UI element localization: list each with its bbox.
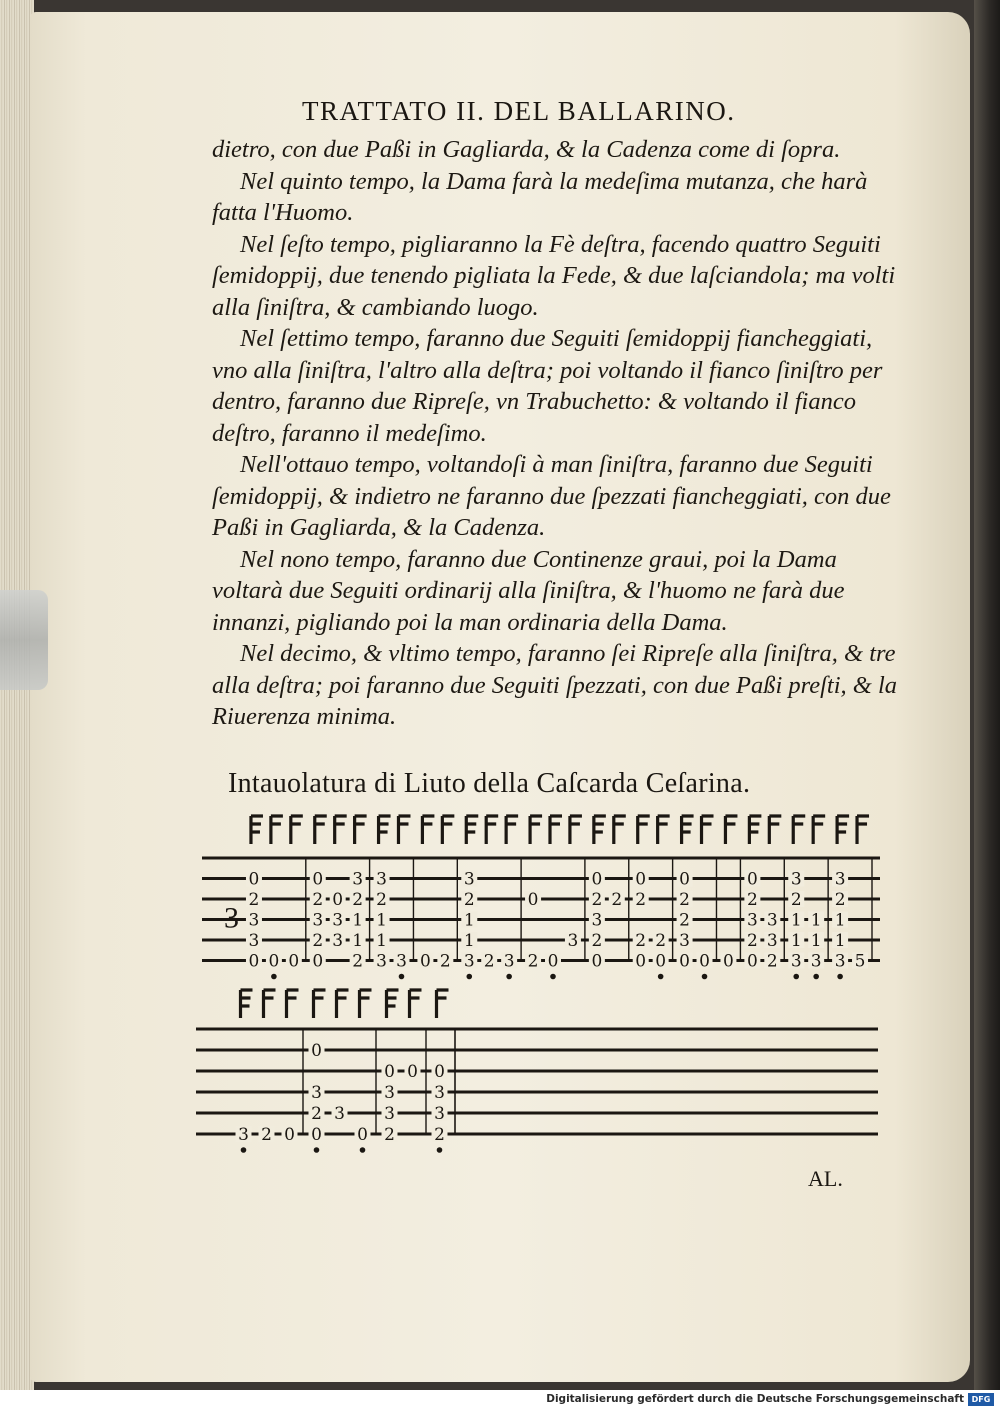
- rhythm-flag: [658, 816, 670, 844]
- fret-number: 1: [376, 931, 387, 951]
- fret-number: 5: [854, 951, 866, 972]
- fret-number: 1: [810, 931, 822, 951]
- rhythm-flag: [550, 816, 562, 844]
- rhythm-flag: [530, 816, 542, 844]
- footer-bar: [0, 1390, 1000, 1410]
- rhythm-flag: [594, 816, 606, 844]
- fret-number: 1: [834, 931, 846, 951]
- fret-number: 2: [434, 1125, 445, 1145]
- paragraph: dietro, con due Paßi in Gagliarda, & la Cadenza come di ſopra.: [212, 136, 841, 163]
- fret-number: 2: [655, 931, 667, 951]
- fret-number: 1: [463, 910, 475, 931]
- fret-number: 3: [834, 951, 846, 972]
- rhythm-flag: [442, 816, 454, 844]
- fret-number: 3: [376, 951, 387, 972]
- fret-number: 3: [248, 910, 260, 931]
- fret-number: 3: [463, 951, 475, 972]
- fret-number: 2: [352, 951, 364, 972]
- fret-number: 0: [268, 951, 280, 972]
- rhythm-flag: [314, 990, 326, 1018]
- fret-number: 3: [334, 1104, 345, 1124]
- rhythm-flag: [702, 816, 714, 844]
- fret-number: 2: [679, 890, 691, 910]
- rhythm-flag: [506, 816, 518, 844]
- fret-number: 3: [679, 931, 691, 951]
- paragraph: Nel ſettimo tempo, faranno due Seguiti ſemidoppij fiancheggiati, vno alla ſiniſtra, l'altro alla deſtra; poi voltando il fianco ſiniſtro per dentro, faranno due Ripreſe, vn Trabuchetto: & voltando il fianco deſtro, faranno il medeſimo.: [212, 325, 883, 447]
- paragraph: Nel nono tempo, faranno due Continenze graui, poi la Dama voltarà due Seguiti ordinarij alla ſiniſtra, & l'huomo ne farà due innanzi, pigliando poi la man ordinaria della Dama.: [212, 545, 845, 636]
- fret-number: 0: [527, 890, 539, 910]
- fret-number: 3: [810, 951, 822, 972]
- fret-number: 0: [311, 1041, 322, 1061]
- fret-number: 0: [434, 1062, 445, 1082]
- footer-credit: Digitalisierung gefördert durch die Deutsche Forschungsgemeinschaft: [546, 1393, 964, 1405]
- fret-number: 2: [635, 890, 647, 910]
- fret-number: 2: [312, 931, 324, 951]
- fret-number: 2: [746, 931, 758, 951]
- fret-number: 2: [611, 890, 623, 910]
- fret-number: 3: [332, 931, 344, 951]
- rhythm-flag: [287, 990, 299, 1018]
- fret-number: 3: [238, 1125, 249, 1145]
- fret-number: 0: [312, 869, 324, 890]
- fret-number: 3: [746, 910, 758, 931]
- fret-number: 0: [746, 869, 758, 890]
- fret-number: 0: [723, 951, 734, 972]
- fret-number: 2: [384, 1125, 395, 1145]
- ornament-dot: [506, 974, 512, 980]
- fret-number: 0: [248, 951, 260, 972]
- fret-number: 0: [284, 1125, 295, 1145]
- paragraph: Nel decimo, & vltimo tempo, faranno ſei Ripreſe alla ſiniſtra, & tre alla deſtra; poi faranno due Seguiti ſpezzati, con due Paßi preſti, & la Riuerenza minima.: [212, 640, 898, 730]
- fret-number: 0: [655, 951, 667, 972]
- fret-number: 2: [790, 890, 802, 910]
- fret-number: 3: [503, 951, 515, 972]
- rhythm-flag: [360, 990, 372, 1018]
- rhythm-flag: [379, 816, 391, 844]
- fret-number: 3: [384, 1104, 395, 1124]
- running-title: TRATTATO II. DEL BALLARINO.: [302, 96, 736, 126]
- fret-number: 2: [261, 1125, 272, 1145]
- rhythm-flag: [749, 816, 761, 844]
- fret-number: 1: [834, 910, 846, 931]
- fret-number: 1: [463, 931, 475, 951]
- rhythm-flag: [410, 990, 422, 1018]
- fret-number: 3: [312, 910, 324, 931]
- fret-number: 0: [679, 869, 691, 890]
- fret-number: 0: [288, 951, 300, 972]
- dfg-logo-icon: DFG: [968, 1393, 994, 1406]
- paragraph: Nell'ottauo tempo, voltandoſi à man ſiniſtra, faranno due Seguiti ſemidoppij, & indietro ne faranno due ſpezzati fiancheggiati, con due Paßi in Gagliarda, & la Cadenza.: [212, 451, 891, 541]
- fret-number: 3: [396, 951, 407, 972]
- ornament-dot: [550, 974, 556, 980]
- ornament-dot: [813, 974, 819, 980]
- fret-number: 2: [352, 890, 364, 910]
- rhythm-flag: [355, 816, 367, 844]
- fret-number: 2: [248, 890, 260, 910]
- rhythm-flag: [614, 816, 626, 844]
- rhythm-flag: [769, 816, 781, 844]
- ornament-dot: [702, 974, 708, 980]
- fret-number: 0: [407, 1062, 418, 1082]
- fret-number: 0: [547, 951, 559, 972]
- ornament-dot: [466, 974, 472, 980]
- fret-number: 0: [679, 951, 691, 972]
- fret-number: 0: [746, 951, 758, 972]
- fret-number: 2: [591, 931, 603, 951]
- ornament-dot: [271, 974, 277, 980]
- fret-number: 3: [434, 1083, 445, 1103]
- fret-number: 3: [834, 869, 846, 890]
- fret-number: 2: [527, 951, 539, 972]
- rhythm-flag: [813, 816, 825, 844]
- paragraph: Nel ſeſto tempo, pigliaranno la Fè deſtra, facendo quattro Seguiti ſemidoppij, due tenendo pigliata la Fede, & due laſciandola; ma volti alla ſiniſtra, & cambiando luogo.: [212, 230, 896, 321]
- fret-number: 3: [766, 910, 778, 931]
- fret-number: 0: [357, 1125, 368, 1145]
- fret-number: 3: [567, 931, 579, 951]
- rhythm-flag: [466, 816, 478, 844]
- fret-number: 2: [679, 910, 691, 931]
- fret-number: 2: [591, 890, 603, 910]
- fret-number: 0: [384, 1062, 395, 1082]
- fret-number: 2: [635, 931, 647, 951]
- rhythm-flag: [570, 816, 582, 844]
- fret-number: 2: [439, 951, 451, 972]
- fret-number: 1: [790, 910, 802, 931]
- fret-number: 1: [376, 910, 387, 931]
- fret-number: 3: [248, 931, 260, 951]
- fret-number: 0: [635, 951, 647, 972]
- rhythm-flag: [837, 816, 849, 844]
- fret-number: 2: [834, 890, 846, 910]
- rhythm-flag: [387, 990, 399, 1018]
- tablature-system-2: [196, 990, 878, 1153]
- rhythm-flag: [422, 816, 434, 844]
- fret-number: 1: [352, 910, 364, 931]
- fret-number: 2: [311, 1104, 322, 1124]
- ornament-dot: [837, 974, 843, 980]
- rhythm-flag: [264, 990, 276, 1018]
- ornament-dot: [241, 1147, 247, 1153]
- rhythm-flag: [337, 990, 349, 1018]
- fret-number: 0: [419, 951, 431, 972]
- fret-number: 3: [376, 869, 387, 890]
- fret-number: 2: [483, 951, 495, 972]
- signature-mark: AL.: [808, 1166, 843, 1191]
- fret-number: 2: [312, 890, 324, 910]
- ornament-dot: [399, 974, 405, 980]
- rhythm-flag: [793, 816, 805, 844]
- rhythm-flag: [291, 816, 303, 844]
- fret-number: 3: [766, 931, 778, 951]
- fret-number: 0: [591, 951, 603, 972]
- fret-number: 0: [591, 869, 603, 890]
- fret-number: 2: [746, 890, 758, 910]
- fret-number: 3: [384, 1083, 395, 1103]
- tablature-title: Intauolatura di Liuto della Caſcarda Ceſarina.: [228, 768, 751, 799]
- rhythm-flag: [315, 816, 327, 844]
- rhythm-flag: [241, 990, 253, 1018]
- rhythm-flag: [725, 816, 737, 844]
- rhythm-flag: [398, 816, 410, 844]
- ornament-dot: [658, 974, 664, 980]
- fret-number: 3: [332, 910, 344, 931]
- fret-number: 3: [311, 1083, 322, 1103]
- ornament-dot: [314, 1147, 320, 1153]
- ornament-dot: [360, 1147, 366, 1153]
- fret-number: 3: [790, 951, 802, 972]
- fret-number: 1: [790, 931, 802, 951]
- fret-number: 2: [766, 951, 778, 972]
- fret-number: 3: [434, 1104, 445, 1124]
- fret-number: 3: [790, 869, 802, 890]
- rhythm-flag: [638, 816, 650, 844]
- fret-number: 1: [810, 910, 822, 931]
- ornament-dot: [437, 1147, 443, 1153]
- fret-number: 2: [376, 890, 387, 910]
- fret-number: 0: [248, 869, 260, 890]
- rhythm-flag: [682, 816, 694, 844]
- rhythm-flag: [857, 816, 869, 844]
- fret-number: 2: [463, 890, 475, 910]
- fret-number: 1: [352, 931, 364, 951]
- fret-number: 0: [311, 1125, 322, 1145]
- time-signature: 3: [224, 901, 239, 935]
- fret-number: 0: [699, 951, 710, 972]
- rhythm-flag: [486, 816, 498, 844]
- paragraph: Nel quinto tempo, la Dama farà la medeſima mutanza, che harà fatta l'Huomo.: [212, 167, 868, 226]
- rhythm-flag: [437, 990, 449, 1018]
- fret-number: 3: [352, 869, 364, 890]
- fret-number: 0: [635, 869, 647, 890]
- rhythm-flag: [251, 816, 263, 844]
- rhythm-flag: [271, 816, 283, 844]
- fret-number: 3: [591, 910, 603, 931]
- tablature-system-1: [202, 816, 880, 979]
- ornament-dot: [793, 974, 799, 980]
- fret-number: 0: [312, 951, 324, 972]
- fret-number: 3: [463, 869, 475, 890]
- fret-number: 0: [332, 890, 344, 910]
- rhythm-flag: [335, 816, 347, 844]
